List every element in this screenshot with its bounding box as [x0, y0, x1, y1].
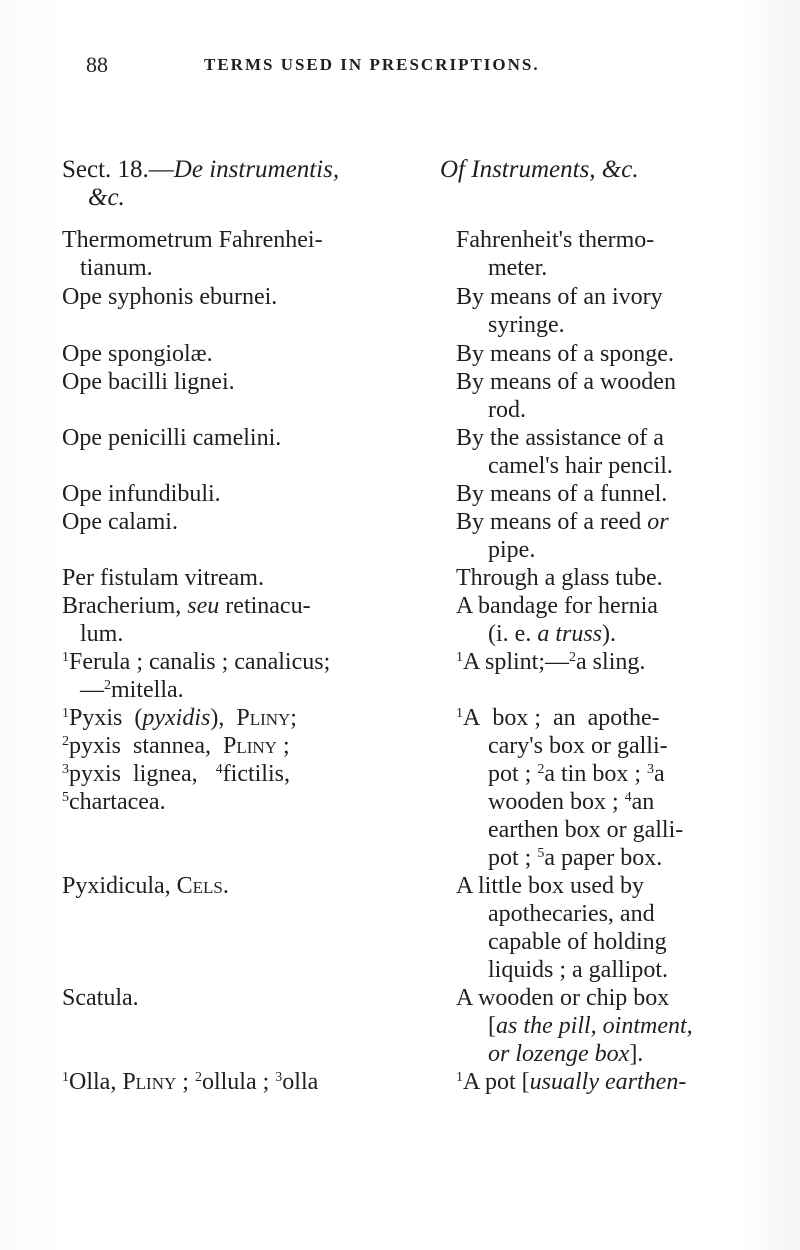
- english-line: cary's box or galli-: [488, 733, 668, 759]
- latin-line: $^5$chartacea.: [62, 789, 166, 815]
- english-line: capable of holding: [488, 929, 667, 955]
- latin-line: tianum.: [80, 255, 153, 281]
- running-title: TERMS USED IN PRESCRIPTIONS.: [204, 55, 540, 74]
- latin-line: $^1$Pyxis (pyxidis), Pliny;: [62, 705, 297, 731]
- english-line: $^1$A splint;—$^2$a sling.: [456, 649, 646, 675]
- english-line: A wooden or chip box: [456, 985, 670, 1011]
- english-line: (i. e. a truss).: [488, 621, 616, 647]
- english-line: By means of an ivory: [456, 284, 663, 310]
- english-line: or lozenge box].: [488, 1041, 644, 1067]
- english-line: By the assistance of a: [456, 425, 664, 451]
- latin-line: Per fistulam vitream.: [62, 565, 264, 591]
- english-line: $^1$A box ; an apothe-: [456, 705, 660, 731]
- latin-line: Ope calami.: [62, 509, 178, 535]
- section-heading-latin: [62, 156, 452, 212]
- english-line: Fahrenheit's thermo-: [456, 227, 655, 253]
- english-line: liquids ; a gallipot.: [488, 957, 668, 983]
- english-line: pipe.: [488, 537, 536, 563]
- english-line: $^1$A pot [usually earthen-: [456, 1069, 687, 1095]
- latin-line: Scatula.: [62, 985, 139, 1011]
- english-line: wooden box ; $^4$an: [488, 789, 655, 815]
- latin-line: Ope bacilli lignei.: [62, 369, 235, 395]
- latin-line: Bracherium, seu retinacu-: [62, 593, 311, 619]
- latin-line: $^1$Ferula ; canalis ; canalicus;: [62, 649, 331, 675]
- latin-line: Ope penicilli camelini.: [62, 425, 282, 451]
- english-line: camel's hair pencil.: [488, 453, 673, 479]
- english-line: By means of a reed or: [456, 509, 669, 535]
- english-line: pot ; $^2$a tin box ; $^3$a: [488, 761, 665, 787]
- english-line: A little box used by: [456, 873, 644, 899]
- latin-line: $^1$Olla, Pliny ; $^2$ollula ; $^3$olla: [62, 1069, 319, 1095]
- english-line: rod.: [488, 397, 526, 423]
- english-line: By means of a sponge.: [456, 341, 674, 367]
- english-line: [as the pill, ointment,: [488, 1013, 693, 1039]
- english-line: earthen box or galli-: [488, 817, 684, 843]
- latin-line: $^3$pyxis lignea, $^4$fictilis,: [62, 761, 290, 787]
- page-number: 88: [86, 52, 108, 77]
- section-etc: &c.: [88, 184, 125, 211]
- section-prefix: Sect. 18.—: [62, 156, 174, 183]
- latin-line: Pyxidicula, Cels.: [62, 873, 229, 899]
- latin-line: Ope spongiolæ.: [62, 341, 213, 367]
- english-line: apothecaries, and: [488, 901, 655, 927]
- english-line: By means of a funnel.: [456, 481, 668, 507]
- latin-line: Ope syphonis eburnei.: [62, 284, 278, 310]
- latin-line: Ope infundibuli.: [62, 481, 221, 507]
- latin-line: —$^2$mitella.: [80, 677, 184, 703]
- english-line: pot ; $^5$a paper box.: [488, 845, 663, 871]
- latin-line: $^2$pyxis stannea, Pliny ;: [62, 733, 290, 759]
- section-heading-english: Of Instruments, &c.: [440, 156, 639, 183]
- english-line: A bandage for hernia: [456, 593, 658, 619]
- latin-line: Thermometrum Fahrenhei-: [62, 227, 323, 253]
- english-line: Through a glass tube.: [456, 565, 663, 591]
- section-latin-title: De instrumentis,: [173, 156, 340, 183]
- latin-line: lum.: [80, 621, 124, 647]
- english-line: syringe.: [488, 312, 565, 338]
- english-line: By means of a wooden: [456, 369, 676, 395]
- english-line: meter.: [488, 255, 548, 281]
